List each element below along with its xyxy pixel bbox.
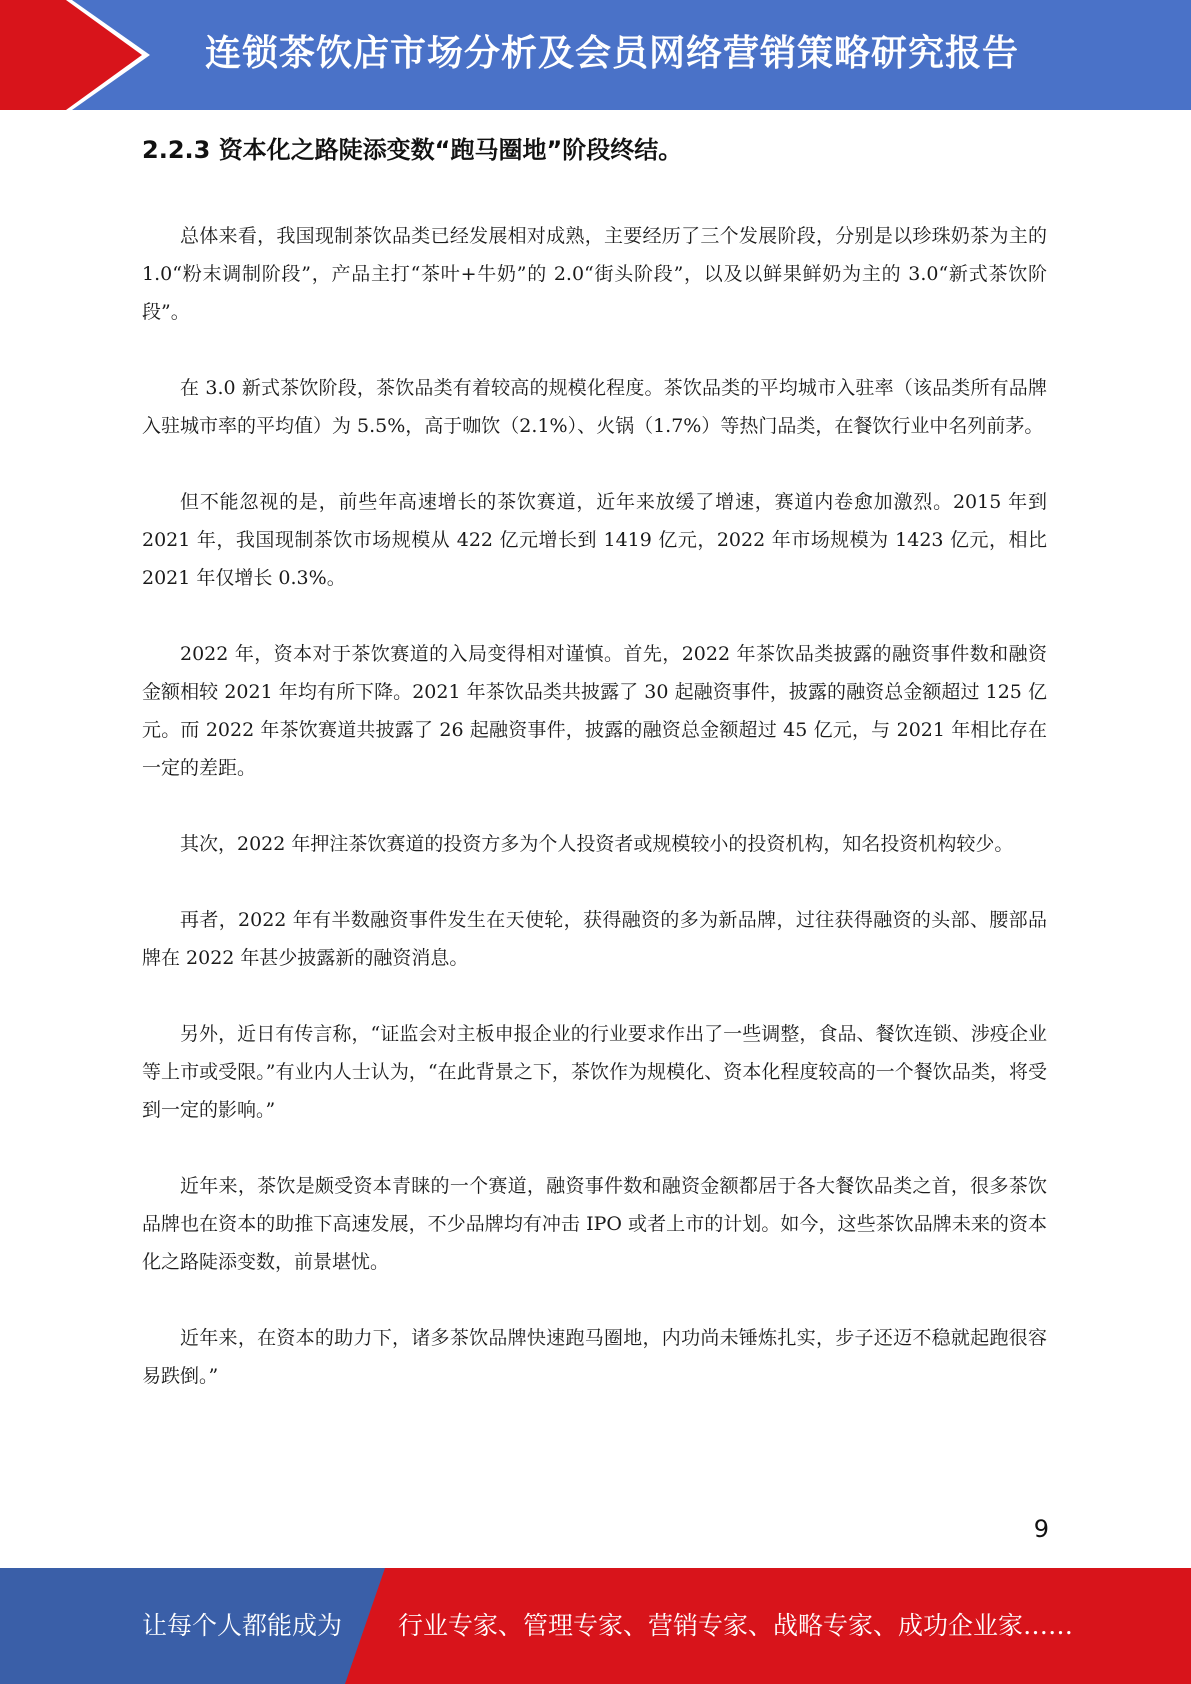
- report-title: 连锁茶饮店市场分析及会员网络营销策略研究报告: [205, 33, 1020, 74]
- paragraph-3: 但不能忽视的是，前些年高速增长的茶饮赛道，近年来放缓了增速，赛道内卷愈加激烈。2015 年到 2021 年，我国现制茶饮市场规模从 422 亿元增长到 1419 亿元，2022 年市场规模为 1423 亿元，相比 2021 年仅增长 0.3%。: [142, 491, 1047, 589]
- footer-slogan-right: 行业专家、管理专家、营销专家、战略专家、成功企业家……: [398, 1611, 1074, 1640]
- page-content: [142, 130, 1047, 1433]
- paragraph-9: 近年来，在资本的助力下，诸多茶饮品牌快速跑马圈地，内功尚未锤炼扎实，步子还迈不稳就起跑很容易跌倒。”: [142, 1327, 1047, 1387]
- paragraph-2: 在 3.0 新式茶饮阶段，茶饮品类有着较高的规模化程度。茶饮品类的平均城市入驻率（该品类所有品牌入驻城市率的平均值）为 5.5%，高于咖饮（2.1%）、火锅（1.7%）等热门品类，在餐饮行业中名列前茅。: [142, 377, 1047, 437]
- footer-slogan-left: 让每个人都能成为: [142, 1611, 343, 1640]
- paragraph-4: 2022 年，资本对于茶饮赛道的入局变得相对谨慎。首先，2022 年茶饮品类披露的融资事件数和融资金额相较 2021 年均有所下降。2021 年茶饮品类共披露了 30 起融资事件，披露的融资总金额超过 125 亿元。而 2022 年茶饮赛道共披露了 26 起融资事件，披露的融资总金额超过 45 亿元，与 2021 年相比存在一定的差距。: [142, 643, 1047, 779]
- page-number: 9: [1033, 1515, 1049, 1543]
- section-heading: 2.2.3 资本化之路陡添变数“跑马圈地”阶段终结。: [142, 136, 683, 164]
- paragraph-5: 其次，2022 年押注茶饮赛道的投资方多为个人投资者或规模较小的投资机构，知名投资机构较少。: [180, 833, 1014, 855]
- body-text: [142, 217, 1047, 1395]
- paragraph-8: 近年来，茶饮是颇受资本青睐的一个赛道，融资事件数和融资金额都居于各大餐饮品类之首，很多茶饮品牌也在资本的助推下高速发展，不少品牌均有冲击 IPO 或者上市的计划。如今，这些茶饮品牌未来的资本化之路陡添变数，前景堪忧。: [142, 1175, 1047, 1273]
- chevron-decoration-red: [0, 0, 150, 110]
- footer-banner: [0, 1568, 1191, 1684]
- paragraph-1: 总体来看，我国现制茶饮品类已经发展相对成熟，主要经历了三个发展阶段，分别是以珍珠奶茶为主的 1.0“粉末调制阶段”，产品主打“茶叶+牛奶”的 2.0“街头阶段”，以及以鲜果鲜奶为主的 3.0“新式茶饮阶段”。: [142, 225, 1047, 323]
- paragraph-7: 另外，近日有传言称，“证监会对主板申报企业的行业要求作出了一些调整，食品、餐饮连锁、涉疫企业等上市或受限。”有业内人士认为，“在此背景之下，茶饮作为规模化、资本化程度较高的一个餐饮品类，将受到一定的影响。”: [142, 1023, 1047, 1121]
- paragraph-6: 再者，2022 年有半数融资事件发生在天使轮，获得融资的多为新品牌，过往获得融资的头部、腰部品牌在 2022 年甚少披露新的融资消息。: [142, 909, 1047, 969]
- header-banner: [0, 0, 1191, 110]
